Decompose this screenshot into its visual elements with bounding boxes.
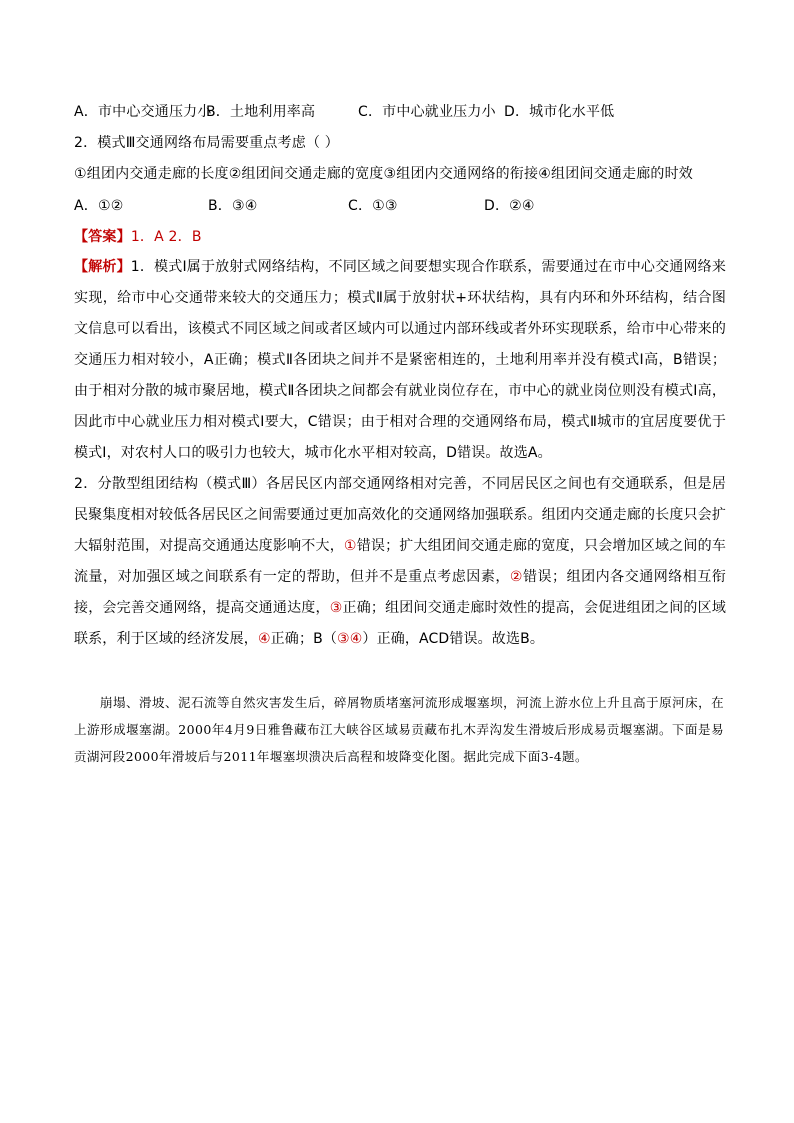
analysis-q2-part2: 错误；扩大组团间交通走廊的宽度，只会增加区域之间的车流量，对加强区域之间联系有一定的帮助，但并不是重点考虑因素，: [74, 538, 726, 585]
q2-option-a: A．①②: [74, 198, 124, 214]
q2-stem: 2．模式Ⅲ交通网络布局需要重点考虑（ ）: [74, 135, 340, 151]
analysis-q2-part6: ）正确，ACD错误。故选B。: [362, 631, 545, 647]
q2-option-d: D．②④: [484, 198, 535, 214]
analysis-q2-part4: 正确；组团间交通走廊时效性的提高，会促进组团之间的区域联系，利于区域的经济发展，: [74, 600, 726, 647]
q1-option-b: B．土地利用率高: [206, 104, 316, 120]
marker-4: ④: [257, 631, 271, 647]
analysis-q2-part1: 2．分散型组团结构（模式Ⅲ）各居民区内部交通网络相对完善，不同居民区之间也有交通联系，但是居民聚集度相对较低各居民区之间需要通过更加高效化的交通网络加强联系。组团内交通走廊的长度只会扩大辐射范围，对提高交通通达度影响不大，: [74, 476, 726, 554]
q2-option-c: C．①③: [348, 198, 398, 214]
marker-1: ①: [343, 538, 357, 554]
analysis-tag: 【解析】: [74, 259, 131, 275]
marker-2: ②: [509, 569, 523, 585]
marker-3: ③: [329, 600, 343, 616]
q1-option-d: D．城市化水平低: [504, 104, 615, 120]
analysis-q1-text: 1．模式Ⅰ属于放射式网络结构，不同区域之间要想实现合作联系，需要通过在市中心交通网络来实现，给市中心交通带来较大的交通压力；模式Ⅱ属于放射状+环状结构，具有内环和外环结构，结合图文信息可以看出，该模式不同区域之间或者区域内可以通过内部环线或者外环实现联系，给市中心带来的交通压力相对较小，A正确；模式Ⅱ各团块之间并不是紧密相连的，土地利用率并没有模式Ⅰ高，B错误；由于相对分散的城市聚居地，模式Ⅱ各团块之间都会有就业岗位存在，市中心的就业岗位则没有模式Ⅰ高，因此市中心就业压力相对模式Ⅰ要大，C错误；由于相对合理的交通网络布局，模式Ⅱ城市的宜居度要优于模式Ⅰ，对农村人口的吸引力也较大，城市化水平相对较高，D错误。故选A。: [74, 259, 726, 461]
q2-statements: ①组团内交通走廊的长度②组团间交通走廊的宽度③组团内交通网络的衔接④组团间交通走廊的时效: [74, 166, 694, 182]
q2-option-b: B．③④: [208, 198, 258, 214]
answer-value: 1．A 2．B: [130, 229, 202, 245]
answer-line: [74, 227, 734, 247]
material-passage: 崩塌、滑坡、泥石流等自然灾害发生后，碎屑物质堵塞河流形成堰塞坝，河流上游水位上升且高于原河床，在上游形成堰塞湖。2000年4月9日雅鲁藏布江大峡谷区域易贡藏布扎木弄沟发生滑坡后形成易贡堰塞湖。下面是易贡湖河段2000年滑坡后与2011年堰塞坝溃决后高程和坡降变化图。据此完成下面3-4题。: [74, 695, 724, 764]
analysis-q2-part5: 正确；B（: [270, 631, 338, 647]
marker-5: ③④: [337, 631, 363, 647]
analysis-q2-part3: 错误；组团内各交通网络相互衔接，会完善交通网络，提高交通通达度，: [74, 569, 727, 616]
q1-option-c: C．市中心就业压力小: [358, 104, 496, 120]
analysis-q2: [74, 469, 726, 655]
q1-option-a: A．市中心交通压力小: [74, 104, 212, 120]
analysis-q1: [74, 252, 726, 469]
answer-tag: 【答案】: [74, 229, 131, 245]
